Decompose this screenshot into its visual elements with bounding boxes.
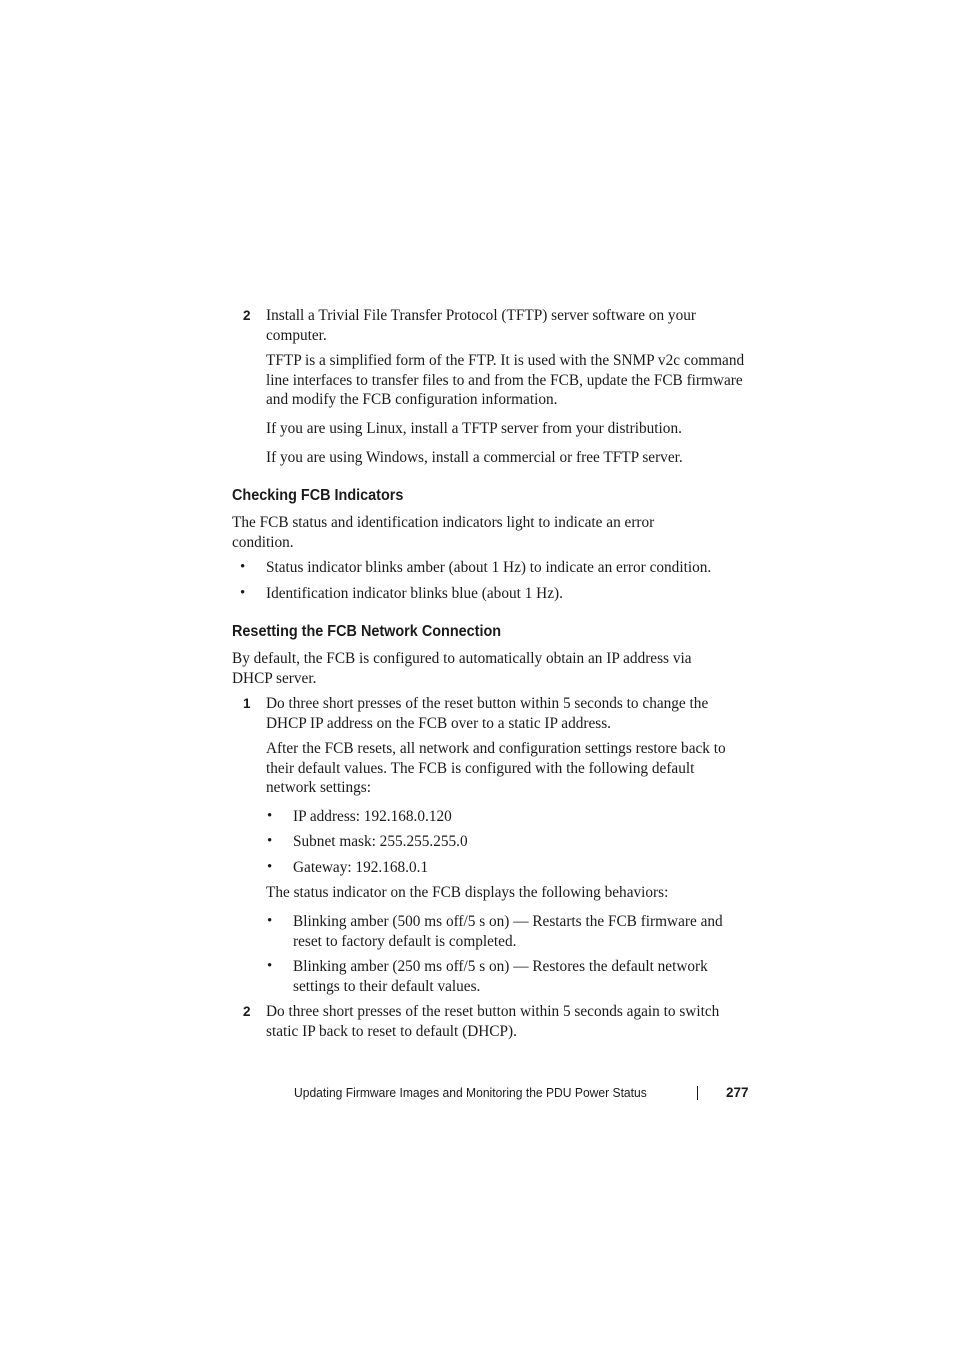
step-text: Do three short presses of the reset button within 5 seconds again to switch static IP back to reset to default (DHCP).	[266, 1003, 720, 1040]
step-text: Do three short presses of the reset button within 5 seconds to change the DHCP IP address on the FCB over to a static IP address.	[266, 695, 709, 732]
list-item: Identification indicator blinks blue (about 1 Hz).	[266, 585, 563, 602]
list-item: IP address: 192.168.0.120	[293, 808, 452, 825]
paragraph: By default, the FCB is configured to automatically obtain an IP address via DHCP server.	[232, 650, 692, 687]
list-item: Blinking amber (500 ms off/5 s on) — Restarts the FCB firmware and reset to factory default is completed.	[293, 913, 723, 950]
step-number: 2	[243, 1004, 251, 1019]
bullet-marker: •	[240, 559, 246, 575]
bullet-marker: •	[267, 913, 273, 929]
step-number: 2	[243, 308, 251, 323]
step-number: 1	[243, 696, 251, 711]
page-number: 277	[726, 1085, 749, 1100]
bullet-marker: •	[267, 833, 273, 849]
section-heading: Resetting the FCB Network Connection	[232, 623, 502, 640]
list-item: Blinking amber (250 ms off/5 s on) — Restores the default network settings to their default values.	[293, 958, 708, 995]
step-text: Install a Trivial File Transfer Protocol (TFTP) server software on your computer.	[266, 307, 696, 344]
paragraph: If you are using Linux, install a TFTP server from your distribution.	[266, 420, 682, 437]
list-item: Status indicator blinks amber (about 1 Hz) to indicate an error condition.	[266, 559, 712, 576]
list-item: Subnet mask: 255.255.255.0	[293, 833, 468, 850]
footer-separator	[697, 1086, 698, 1100]
paragraph: If you are using Windows, install a commercial or free TFTP server.	[266, 449, 683, 466]
running-footer-title: Updating Firmware Images and Monitoring the PDU Power Status	[294, 1085, 647, 1100]
section-heading: Checking FCB Indicators	[232, 487, 404, 504]
bullet-marker: •	[267, 808, 273, 824]
bullet-marker: •	[240, 585, 246, 601]
list-item: Gateway: 192.168.0.1	[293, 859, 429, 876]
bullet-marker: •	[267, 958, 273, 974]
paragraph: The status indicator on the FCB displays the following behaviors:	[266, 884, 669, 901]
paragraph: The FCB status and identification indicators light to indicate an error condition.	[232, 514, 655, 551]
paragraph: After the FCB resets, all network and configuration settings restore back to their default values. The FCB is configured with the following default network settings:	[266, 740, 726, 797]
paragraph: TFTP is a simplified form of the FTP. It is used with the SNMP v2c command line interfaces to transfer files to and from the FCB, update the FCB firmware and modify the FCB configuration information.	[266, 352, 745, 409]
bullet-marker: •	[267, 859, 273, 875]
